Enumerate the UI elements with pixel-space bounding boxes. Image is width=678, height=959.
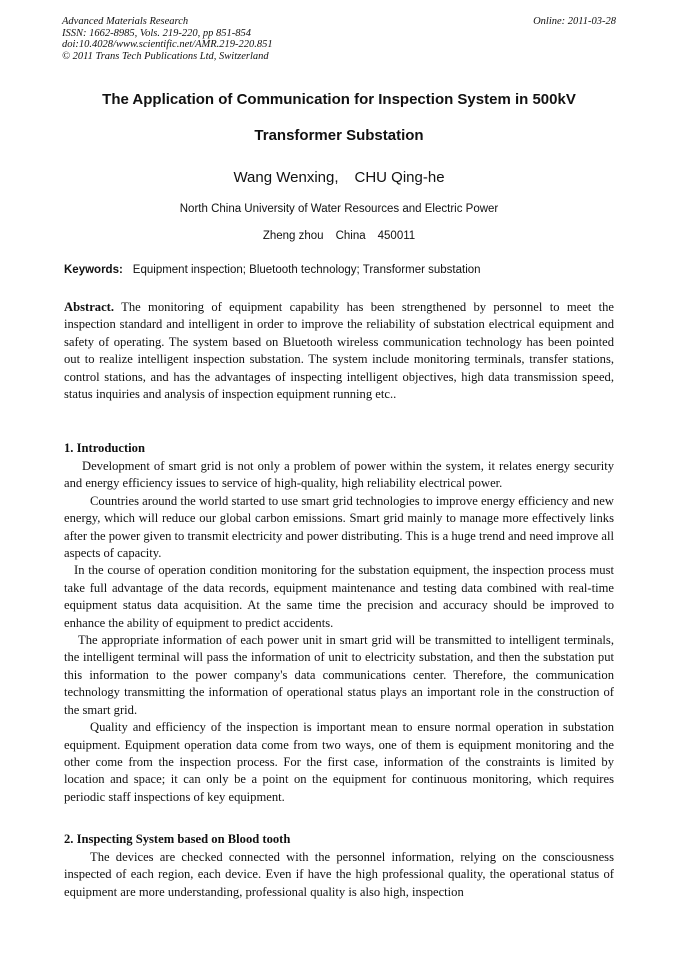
affiliation-location: [0, 230, 678, 242]
journal-name: Advanced Materials Research: [62, 16, 189, 27]
affiliation-institution: North China University of Water Resources and Electric Power: [179, 203, 499, 215]
affiliation-postcode: 450011: [377, 230, 416, 242]
author-1: Wang Wenxing,: [233, 169, 339, 186]
keywords-label: Keywords:: [64, 264, 123, 276]
keywords: [64, 264, 624, 276]
paragraph: The appropriate information of each power unit in smart grid will be transmitted to intelligent terminals, the intelligent terminal will pass the information of unit to electricity substation, and then the substation put this information to the power company's data communications center. Therefore, the communication technology transmitting the information of operational status plays an important role in the construction of the smart grid.: [64, 633, 614, 717]
paper-title-line-1: The Application of Communication for Inspection System in 500kV: [102, 91, 576, 108]
abstract-label: Abstract.: [64, 300, 115, 314]
publication-header: [62, 16, 616, 62]
issn-line: ISSN: 1662-8985, Vols. 219-220, pp 851-854: [62, 27, 251, 39]
keywords-text: Equipment inspection; Bluetooth technology; Transformer substation: [132, 264, 481, 276]
author-2: CHU Qing-he: [354, 169, 445, 186]
paragraph: The devices are checked connected with the personnel information, relying on the consciousness inspected of each region, each device. Even if have the high professional quality, the operational status of equipment are more understanding, professional quality is also high, inspection: [64, 850, 614, 899]
online-date: Online: 2011-03-28: [533, 16, 616, 27]
author-list: [0, 169, 678, 186]
doi-line: doi:10.4028/www.scientific.net/AMR.219-220.851: [62, 39, 273, 50]
copyright-line: © 2011 Trans Tech Publications Ltd, Switzerland: [62, 50, 269, 62]
affiliation-city: Zheng zhou: [262, 230, 324, 242]
paragraph: Development of smart grid is not only a problem of power within the system, it relates energy security and energy efficiency issues to service of high-quality, high reliability electrical power.: [64, 459, 614, 491]
section-2-body: [64, 849, 614, 901]
paragraph: Countries around the world started to use smart grid technologies to improve energy efficiency and new energy, which will reduce our global carbon emissions. Smart grid mainly to manage more effectively links after the power given to transmit electricity and power distributing. This is a huge trend and need improve all aspects of capacity.: [64, 493, 614, 561]
section-heading-inspecting-system: 2. Inspecting System based on Blood tooth: [64, 832, 291, 846]
paper-title-line-2: Transformer Substation: [254, 127, 424, 144]
abstract-text: The monitoring of equipment capability has been strengthened by personnel to meet the inspection standard and intelligent in order to improve the reliability of substation electrical equipment and safety of operating. The system based on Bluetooth wireless communication technology has been pointed out to realize intelligent inspection substation. The system include monitoring terminals, transfer stations, control stations, and has the advantages of inspecting intelligent objectives, high data transmission speed, status inquiries and analysis of inspection equipment running etc..: [64, 300, 615, 402]
abstract: [64, 299, 614, 403]
section-heading-introduction: 1. Introduction: [64, 441, 145, 455]
paragraph: Quality and efficiency of the inspection is important mean to ensure normal operation in substation equipment. Equipment operation data come from two ways, one of them is equipment monitoring and the other come from the inspection process. For the first case, information of the constraints is limited by location and space; it can only be a point on the equipment for continuous monitoring, which requires periodic staff inspections of key equipment.: [64, 720, 614, 804]
affiliation-country: China: [335, 230, 366, 242]
paragraph: In the course of operation condition monitoring for the substation equipment, the inspection process must take full advantage of the data records, equipment maintenance and testing data combined with real-time equipment status data acquisition. At the same time the precision and accuracy should be improved to enhance the ability of equipment to predict accidents.: [64, 563, 614, 630]
introduction-body: [64, 458, 614, 806]
